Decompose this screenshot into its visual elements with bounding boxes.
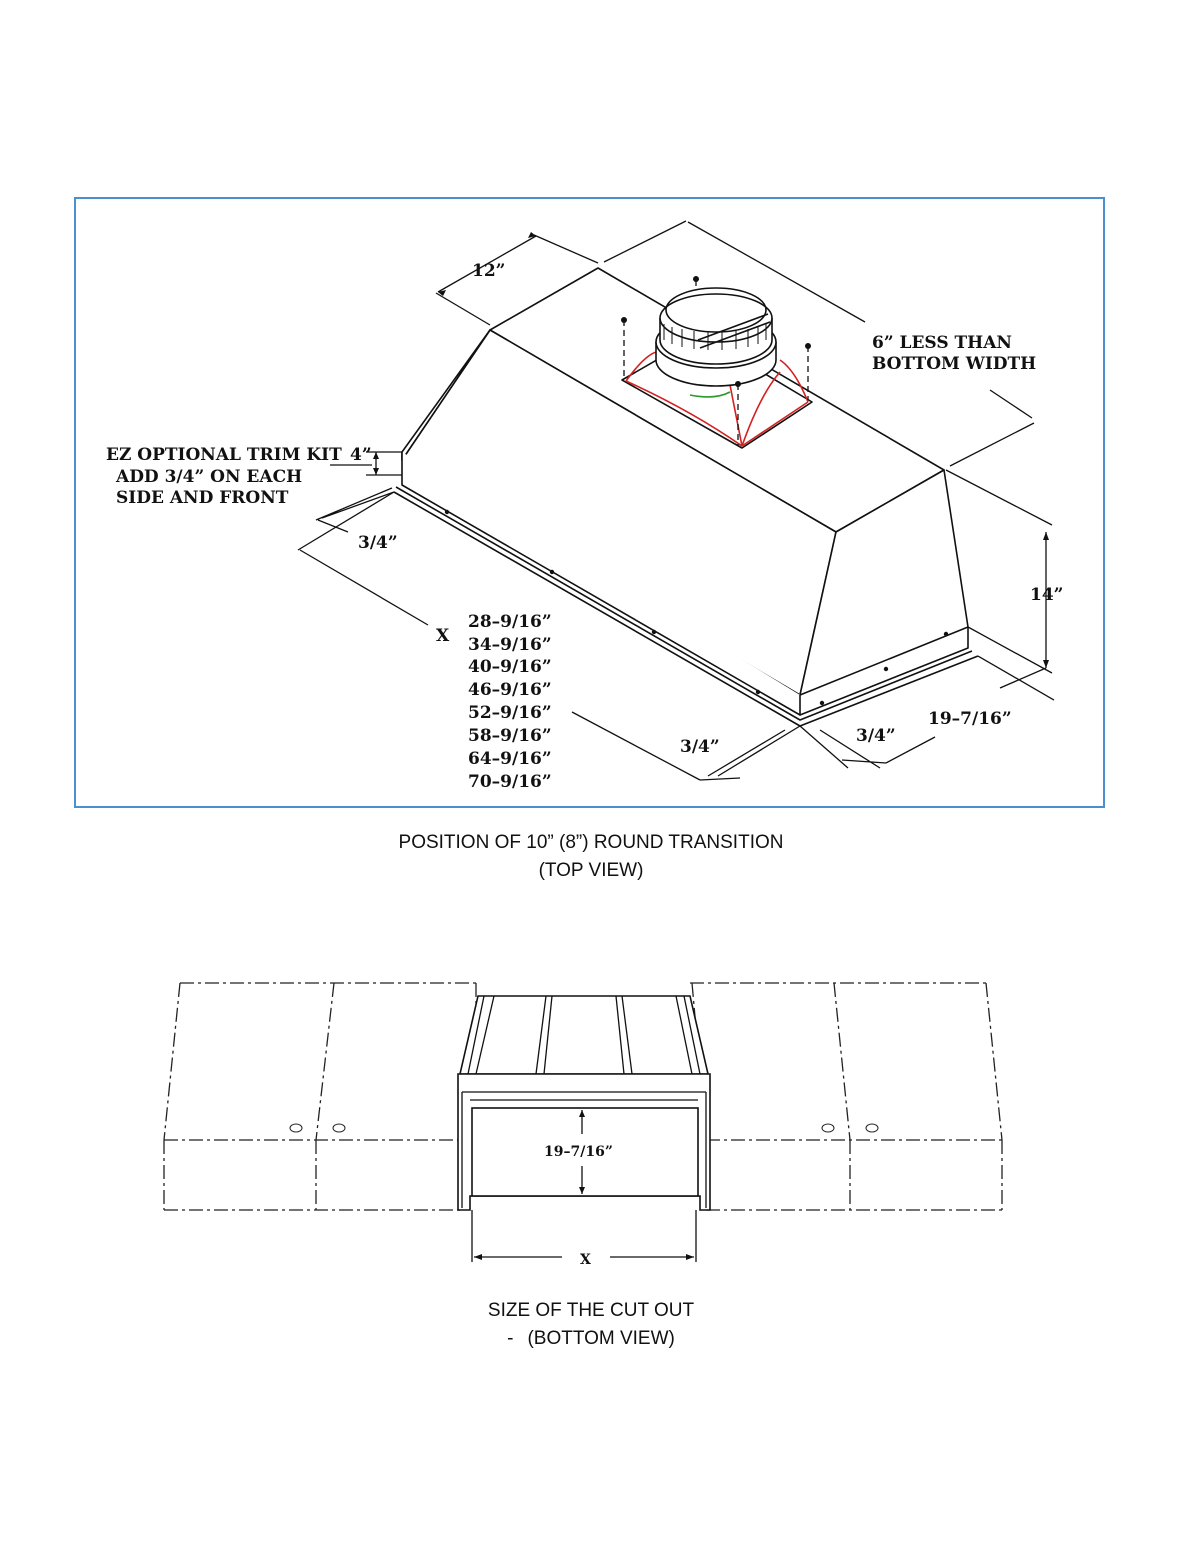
left-trim-label: 3/4” [358, 533, 398, 553]
depth-label: 19–7/16” [928, 709, 1012, 729]
bottom-view-drawing [0, 960, 1182, 1280]
x-size-item: 40–9/16” [468, 657, 552, 677]
x-size-item: 46–9/16” [468, 680, 552, 700]
x-label: X [436, 626, 450, 646]
top-view-caption [0, 829, 1182, 885]
caption-subtitle: (TOP VIEW) [538, 860, 644, 881]
x-size-item: 58–9/16” [468, 726, 552, 746]
x-size-item: 64–9/16” [468, 749, 552, 769]
cutout-width-label: X [580, 1252, 591, 1268]
bottom-view-caption [0, 1297, 1182, 1353]
top-width-label-2: BOTTOM WIDTH [872, 354, 1037, 374]
top-view-figure [74, 197, 1105, 808]
top-depth-label: 12” [472, 261, 506, 281]
x-size-list [468, 612, 552, 792]
front-trim-label: 3/4” [680, 737, 720, 757]
top-width-label-1: 6” LESS THAN [872, 333, 1012, 353]
side-trim-label: 3/4” [856, 726, 896, 746]
caption-subtitle-line [0, 1325, 1182, 1353]
insert-top [460, 996, 708, 1074]
trim-kit-label-3: SIDE AND FRONT [116, 488, 289, 508]
caption-title: SIZE OF THE CUT OUT [487, 1300, 695, 1321]
trim-kit-label-1: EZ OPTIONAL TRIM KIT [106, 445, 342, 465]
x-size-item: 34–9/16” [468, 635, 552, 655]
height-label: 14” [1030, 585, 1064, 605]
x-size-item: 52–9/16” [468, 703, 552, 723]
trim-height-label: 4” [350, 445, 372, 465]
trim-kit-label-2: ADD 3/4” ON EACH [116, 467, 303, 487]
x-size-item: 70–9/16” [468, 772, 552, 792]
caption-dash: - [507, 1328, 514, 1349]
top-view-drawing [76, 199, 1103, 806]
caption-subtitle: (BOTTOM VIEW) [527, 1328, 675, 1349]
cutout-depth-label: 19–7/16” [544, 1144, 613, 1160]
x-size-item: 28–9/16” [468, 612, 552, 632]
caption-title: POSITION OF 10” (8”) ROUND TRANSITION [398, 832, 784, 853]
